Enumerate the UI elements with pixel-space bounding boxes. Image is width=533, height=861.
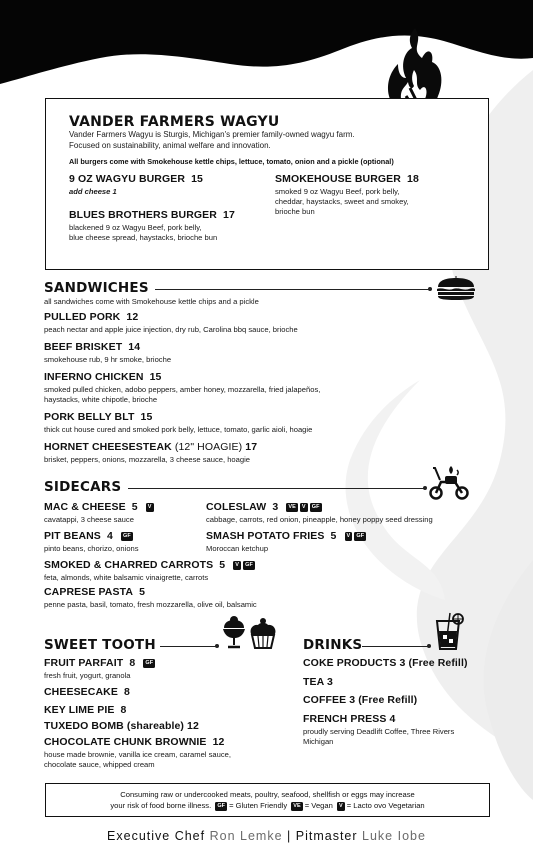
menu-item-tuxedo-bomb: TUXEDO BOMB (shareable) 12 <box>44 720 199 732</box>
wagyu-burger-note: All burgers come with Smokehouse kettle chips, lettuce, tomato, onion and a pickle (optional) <box>69 157 394 166</box>
sweet-tooth-divider <box>160 646 216 647</box>
drink-icon <box>432 611 466 651</box>
smoked-charred-carrots-desc: feta, almonds, white balsamic vinaigrette, carrots <box>44 573 209 582</box>
menu-item-hornet-cheesesteak: HORNET CHEESESTEAK (12" HOAGIE) 17 <box>44 441 258 453</box>
sandwiches-note: all sandwiches come with Smokehouse kettle chips and a pickle <box>44 297 259 306</box>
wagyu-intro-line2: Focused on sustainability, animal welfare and innovation. <box>69 141 271 150</box>
menu-item-mac-and-cheese: MAC & CHEESE 5 V <box>44 501 152 513</box>
menu-item-smash-potato-fries: SMASH POTATO FRIES 5 V GF <box>206 530 365 542</box>
menu-item-pulled-pork: PULLED PORK 12 <box>44 311 139 323</box>
sidecars-heading: SIDECARS <box>44 479 122 495</box>
credits-separator: | <box>287 829 292 843</box>
beef-brisket-desc: smokehouse rub, 9 hr smoke, brioche <box>44 355 172 364</box>
sidecars-divider-dot <box>423 486 427 490</box>
pitmaster-name: Luke Iobe <box>362 829 426 843</box>
pitmaster-label: Pitmaster <box>295 829 358 843</box>
vegetarian-badge: V <box>147 504 152 510</box>
menu-item-french-press: FRENCH PRESS 4 <box>303 713 396 725</box>
top-black-banner <box>0 0 533 84</box>
drinks-heading: DRINKS <box>303 637 363 653</box>
menu-item-coleslaw: COLESLAW 3 VE V GF <box>206 501 320 513</box>
drinks-divider <box>362 646 428 647</box>
allergen-disclaimer <box>45 783 490 817</box>
menu-item-beef-brisket: BEEF BRISKET 14 <box>44 341 141 353</box>
menu-item-inferno-chicken: INFERNO CHICKEN 15 <box>44 371 162 383</box>
sandwich-icon <box>435 276 477 302</box>
pulled-pork-desc: peach nectar and apple juice injection, dry rub, Carolina bbq sauce, brioche <box>44 325 298 334</box>
smash-potato-fries-desc: Moroccan ketchup <box>206 544 269 553</box>
menu-item-cheesecake: CHEESECAKE 8 <box>44 686 130 698</box>
blues-brothers-burger-desc: blackened 9 oz Wagyu Beef, pork belly, blue cheese spread, haystacks, brioche bun <box>69 223 218 242</box>
mac-and-cheese-desc: cavatappi, 3 cheese sauce <box>44 515 134 524</box>
menu-item-fruit-parfait: FRUIT PARFAIT 8 GF <box>44 657 154 669</box>
inferno-chicken-desc: smoked pulled chicken, adobo peppers, amber honey, mozzarella, fried jalapeños, haystacks, white chipotle, brioche <box>44 385 321 404</box>
vegetarian-badge: V <box>301 504 306 510</box>
menu-item-blues-brothers-burger: BLUES BROTHERS BURGER 17 <box>69 209 235 221</box>
sweet-tooth-divider-dot <box>215 644 219 648</box>
menu-item-wagyu-burger: 9 OZ WAGYU BURGER 15 <box>69 173 203 185</box>
french-press-desc: proudly serving Deadlift Coffee, Three Rivers Michigan <box>303 727 455 746</box>
smokehouse-burger-desc: smoked 9 oz Wagyu Beef, pork belly, cheddar, haystacks, sweet and smokey, brioche bun <box>275 187 409 216</box>
chef-credits <box>0 829 533 843</box>
gluten-friendly-badge: GF <box>245 562 253 568</box>
sandwiches-divider-dot <box>428 287 432 291</box>
vegan-badge: VE <box>293 803 301 809</box>
sweet-tooth-heading: SWEET TOOTH <box>44 637 156 653</box>
menu-item-caprese-pasta: CAPRESE PASTA 5 <box>44 586 146 598</box>
menu-item-smokehouse-burger: SMOKEHOUSE BURGER 18 <box>275 173 419 185</box>
coleslaw-desc: cabbage, carrots, red onion, pineapple, honey poppy seed dressing <box>206 515 433 524</box>
chocolate-chunk-brownie-desc: house made brownie, vanilla ice cream, caramel sauce, chocolate sauce, whipped cream <box>44 750 231 769</box>
gluten-friendly-badge: GF <box>356 533 365 539</box>
menu-item-pork-belly-blt: PORK BELLY BLT 15 <box>44 411 153 423</box>
disclaimer-line2: your risk of food borne illness. GF = Gluten Friendly VE = Vegan V = Lacto ovo Vegetarian <box>110 801 425 810</box>
menu-item-chocolate-chunk-brownie: CHOCOLATE CHUNK BROWNIE 12 <box>44 736 225 748</box>
sidecars-divider <box>128 488 424 489</box>
menu-item-coke-products: COKE PRODUCTS 3 (Free Refill) <box>303 657 468 669</box>
wagyu-intro-line1: Vander Farmers Wagyu is Sturgis, Michigan's premier family-owned wagyu farm. <box>69 130 355 139</box>
hornet-cheesesteak-desc: brisket, peppers, onions, mozzarella, 3 cheese sauce, hoagie <box>44 455 250 464</box>
wagyu-title: VANDER FARMERS WAGYU <box>69 114 280 130</box>
executive-chef-label: Executive Chef <box>107 829 206 843</box>
menu-item-tea: TEA 3 <box>303 676 333 688</box>
pork-belly-blt-desc: thick cut house cured and smoked pork belly, lettuce, tomato, garlic aioli, hoagie <box>44 425 313 434</box>
vegan-badge: VE <box>288 504 296 510</box>
fruit-parfait-desc: fresh fruit, yogurt, granola <box>44 671 131 680</box>
motorcycle-icon <box>429 464 469 500</box>
sandwiches-divider <box>155 289 429 290</box>
disclaimer-line1: Consuming raw or undercooked meats, poultry, seafood, shellfish or eggs may increase <box>120 790 415 799</box>
gluten-friendly-badge: GF <box>145 660 154 666</box>
pit-beans-desc: pinto beans, chorizo, onions <box>44 544 139 553</box>
sundae-icon <box>221 614 247 650</box>
caprese-pasta-desc: penne pasta, basil, tomato, fresh mozzarella, olive oil, balsamic <box>44 600 257 609</box>
sandwiches-heading: SANDWICHES <box>44 280 149 296</box>
gluten-friendly-badge: GF <box>122 533 131 539</box>
menu-item-key-lime-pie: KEY LIME PIE 8 <box>44 704 127 716</box>
cupcake-icon <box>248 617 278 650</box>
vegetarian-badge: V <box>235 562 240 568</box>
gluten-friendly-badge: GF <box>217 803 225 809</box>
executive-chef-name: Ron Lemke <box>209 829 283 843</box>
vegetarian-badge: V <box>338 803 343 809</box>
menu-item-coffee: COFFEE 3 (Free Refill) <box>303 694 418 706</box>
vegetarian-badge: V <box>346 533 351 539</box>
wagyu-burger-addon: add cheese 1 <box>69 187 117 196</box>
menu-item-smoked-charred-carrots: SMOKED & CHARRED CARROTS 5 V GF <box>44 559 253 571</box>
gluten-friendly-badge: GF <box>311 504 320 510</box>
drinks-divider-dot <box>427 644 431 648</box>
menu-item-pit-beans: PIT BEANS 4 GF <box>44 530 131 542</box>
